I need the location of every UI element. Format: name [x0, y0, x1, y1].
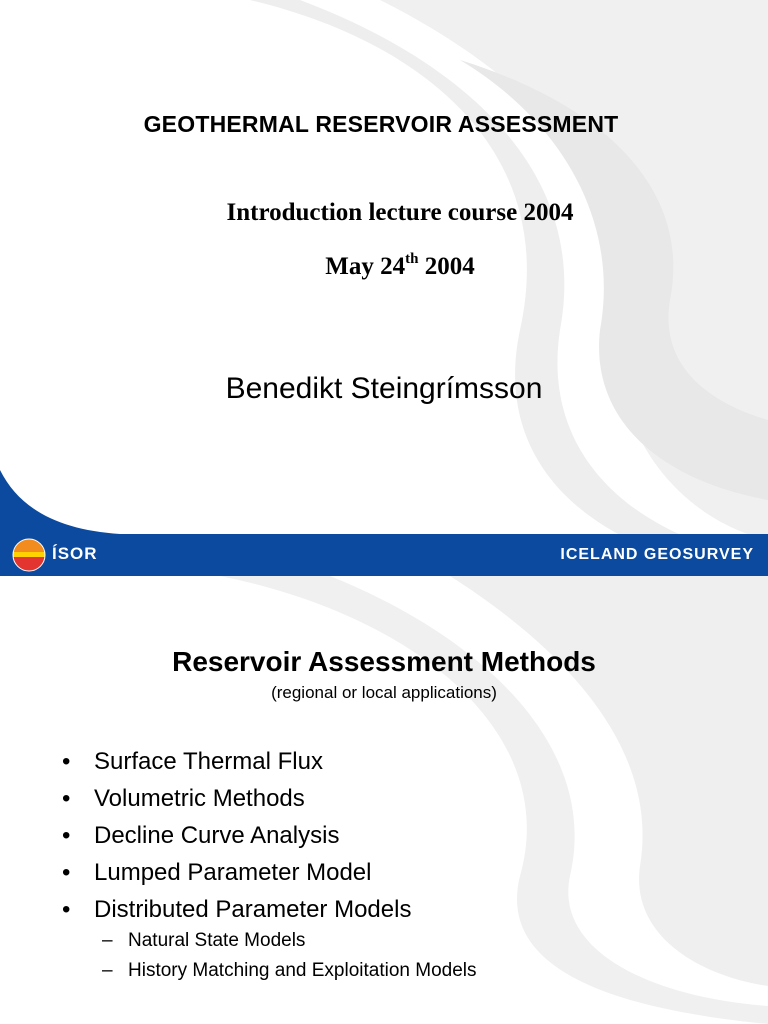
dash-marker: –	[102, 930, 113, 951]
sub-list-item-text: History Matching and Exploitation Models	[128, 960, 477, 981]
list-item	[62, 894, 411, 931]
footer-band	[0, 534, 768, 576]
date-text: May 24	[325, 253, 406, 280]
list-item-text: Lumped Parameter Model	[94, 859, 372, 886]
bullet-marker: •	[62, 748, 71, 775]
list-item-text: Volumetric Methods	[94, 785, 305, 812]
list-item	[62, 820, 411, 857]
sub-list-item	[102, 929, 477, 959]
list-item	[62, 746, 411, 783]
bullet-marker: •	[62, 785, 71, 812]
dash-marker: –	[102, 960, 113, 981]
list-item-text: Surface Thermal Flux	[94, 748, 323, 775]
date-year: 2004	[418, 253, 475, 280]
list-item-text: Decline Curve Analysis	[94, 822, 340, 849]
sub-list-item	[102, 959, 477, 989]
bullet-marker: •	[62, 896, 71, 923]
sub-methods-list	[102, 929, 477, 989]
author-name: Benedikt Steingrímsson	[225, 372, 543, 405]
list-item	[62, 857, 411, 894]
slide-title: GEOTHERMAL RESERVOIR ASSESSMENT	[143, 111, 619, 137]
brand-name: ÍSOR	[52, 544, 98, 563]
methods-list	[62, 746, 411, 931]
isor-logo-icon	[12, 538, 46, 572]
date-superscript: th	[405, 251, 419, 267]
bullet-marker: •	[62, 822, 71, 849]
list-item	[62, 783, 411, 820]
bullet-marker: •	[62, 859, 71, 886]
list-item-text: Distributed Parameter Models	[94, 896, 412, 923]
organization-name: ICELAND GEOSURVEY	[560, 546, 754, 563]
sub-list-item-text: Natural State Models	[128, 930, 306, 951]
lecture-date	[0, 253, 768, 281]
methods-slide	[0, 576, 768, 1024]
slide-subtitle: (regional or local applications)	[271, 683, 497, 702]
course-subtitle: Introduction lecture course 2004	[226, 199, 574, 226]
slide-title: Reservoir Assessment Methods	[172, 646, 596, 677]
